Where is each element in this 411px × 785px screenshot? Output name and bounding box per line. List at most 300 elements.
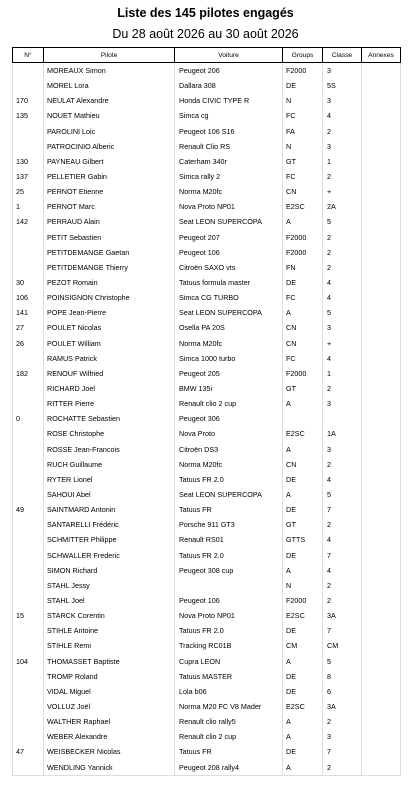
cell-pilot: VOLLUZ Joël	[44, 699, 175, 714]
cell-car: Citroën DS3	[175, 442, 283, 457]
cell-class: 1A	[323, 426, 362, 441]
cell-annexes	[362, 623, 401, 638]
cell-car: Peugeot 106 S16	[175, 124, 283, 139]
cell-class: 4	[323, 290, 362, 305]
cell-number	[13, 593, 44, 608]
cell-pilot: MOREL Lora	[44, 78, 175, 93]
cell-number	[13, 442, 44, 457]
cell-number	[13, 487, 44, 502]
cell-pilot: ROSSE Jean-Francois	[44, 442, 175, 457]
table-row	[13, 563, 401, 578]
cell-annexes	[362, 653, 401, 668]
cell-group: F2000	[283, 593, 323, 608]
cell-class: 2	[323, 230, 362, 245]
cell-class: 6	[323, 684, 362, 699]
cell-group: F2000	[283, 63, 323, 79]
cell-car: Seat LEON SUPERCOPA	[175, 214, 283, 229]
cell-pilot: POINSIGNON Christophe	[44, 290, 175, 305]
table-row	[13, 381, 401, 396]
cell-number: 135	[13, 108, 44, 123]
cell-group: FA	[283, 124, 323, 139]
cell-annexes	[362, 684, 401, 699]
cell-car: Renault clio 2 cup	[175, 729, 283, 744]
cell-class	[323, 411, 362, 426]
cell-car: Tatuus FR 2.0	[175, 548, 283, 563]
cell-number: 27	[13, 320, 44, 335]
cell-class: 4	[323, 532, 362, 547]
cell-pilot: SAHOUI Abel	[44, 487, 175, 502]
cell-pilot: NEULAT Alexandre	[44, 93, 175, 108]
cell-car: Peugeot 207	[175, 230, 283, 245]
cell-group: DE	[283, 78, 323, 93]
cell-group: E2SC	[283, 699, 323, 714]
cell-car: Nova Proto	[175, 426, 283, 441]
cell-group: DE	[283, 744, 323, 759]
table-row	[13, 517, 401, 532]
cell-class: 3	[323, 139, 362, 154]
date-range: Du 28 août 2026 au 30 août 2026	[112, 27, 299, 41]
cell-car: Peugeot 106	[175, 245, 283, 260]
cell-class: 3	[323, 63, 362, 79]
table-row	[13, 669, 401, 684]
cell-annexes	[362, 426, 401, 441]
cell-car: Norma M20fc	[175, 457, 283, 472]
cell-annexes	[362, 487, 401, 502]
cell-pilot: PERNOT Marc	[44, 199, 175, 214]
cell-group: A	[283, 214, 323, 229]
cell-class: +	[323, 336, 362, 351]
cell-class: 3A	[323, 608, 362, 623]
cell-group: A	[283, 563, 323, 578]
cell-group: FC	[283, 351, 323, 366]
cell-car: Norma M20fc	[175, 184, 283, 199]
cell-number	[13, 548, 44, 563]
cell-car: Simca rally 2	[175, 169, 283, 184]
cell-pilot: POULET Nicolas	[44, 320, 175, 335]
cell-car: Caterham 340r	[175, 154, 283, 169]
cell-annexes	[362, 199, 401, 214]
cell-car: Simca CG TURBO	[175, 290, 283, 305]
cell-group: A	[283, 653, 323, 668]
cell-pilot: SANTARELLI Frédéric	[44, 517, 175, 532]
cell-group: DE	[283, 472, 323, 487]
table-row	[13, 457, 401, 472]
cell-pilot: PETITDEMANGE Gaetan	[44, 245, 175, 260]
cell-car: Tatuus formula master	[175, 275, 283, 290]
cell-group	[283, 411, 323, 426]
table-header-row	[13, 48, 401, 63]
cell-class: 5	[323, 305, 362, 320]
cell-annexes	[362, 714, 401, 729]
table-row	[13, 336, 401, 351]
cell-pilot: WEBER Alexandre	[44, 729, 175, 744]
cell-pilot: RYTER Lionel	[44, 472, 175, 487]
cell-group: N	[283, 578, 323, 593]
table-row	[13, 744, 401, 759]
cell-pilot: STAHL Joel	[44, 593, 175, 608]
cell-car: Norma M20fc	[175, 336, 283, 351]
cell-pilot: RAMUS Patrick	[44, 351, 175, 366]
cell-number: 130	[13, 154, 44, 169]
cell-class: 2	[323, 759, 362, 775]
cell-number	[13, 714, 44, 729]
cell-number	[13, 381, 44, 396]
cell-pilot: ROCHATTE Sebastien	[44, 411, 175, 426]
cell-class: 1	[323, 154, 362, 169]
cell-pilot: MOREAUX Simon	[44, 63, 175, 79]
cell-group: DE	[283, 623, 323, 638]
column-header-pilot: Pilote	[44, 48, 175, 63]
cell-number: 47	[13, 744, 44, 759]
cell-number	[13, 699, 44, 714]
cell-number: 170	[13, 93, 44, 108]
cell-car: Simca cg	[175, 108, 283, 123]
cell-annexes	[362, 729, 401, 744]
cell-car: Citroën SAXO vts	[175, 260, 283, 275]
cell-car: Honda CIVIC TYPE R	[175, 93, 283, 108]
cell-car: Nova Proto NP01	[175, 608, 283, 623]
cell-annexes	[362, 169, 401, 184]
cell-number: 104	[13, 653, 44, 668]
cell-car: Peugeot 106	[175, 593, 283, 608]
cell-group: F2000	[283, 230, 323, 245]
cell-number: 25	[13, 184, 44, 199]
table-row	[13, 275, 401, 290]
cell-group: A	[283, 442, 323, 457]
cell-number: 26	[13, 336, 44, 351]
cell-class: 7	[323, 744, 362, 759]
cell-car: Tatuus FR	[175, 744, 283, 759]
pilots-table	[12, 47, 401, 776]
table-row	[13, 78, 401, 93]
cell-group: F2000	[283, 366, 323, 381]
table-row	[13, 230, 401, 245]
cell-class: 3	[323, 729, 362, 744]
cell-group: A	[283, 305, 323, 320]
cell-annexes	[362, 699, 401, 714]
cell-number: 141	[13, 305, 44, 320]
cell-annexes	[362, 351, 401, 366]
cell-class: 4	[323, 108, 362, 123]
cell-pilot: PELLETIER Gabin	[44, 169, 175, 184]
cell-number	[13, 260, 44, 275]
cell-group: E2SC	[283, 426, 323, 441]
table-row	[13, 139, 401, 154]
cell-annexes	[362, 759, 401, 775]
table-row	[13, 502, 401, 517]
cell-class: 7	[323, 548, 362, 563]
cell-group: DE	[283, 684, 323, 699]
cell-group: DE	[283, 275, 323, 290]
cell-number	[13, 729, 44, 744]
cell-group: E2SC	[283, 199, 323, 214]
cell-group: DE	[283, 548, 323, 563]
cell-annexes	[362, 563, 401, 578]
cell-annexes	[362, 744, 401, 759]
cell-group: GT	[283, 381, 323, 396]
cell-pilot: SIMON Richard	[44, 563, 175, 578]
page-title: Liste des 145 pilotes engagés	[117, 6, 294, 20]
cell-pilot: RICHARD Joel	[44, 381, 175, 396]
table-row	[13, 108, 401, 123]
cell-annexes	[362, 290, 401, 305]
cell-group: FC	[283, 108, 323, 123]
cell-group: GTTS	[283, 532, 323, 547]
cell-annexes	[362, 260, 401, 275]
cell-class: 5	[323, 653, 362, 668]
cell-annexes	[362, 396, 401, 411]
cell-car: Seat LEON SUPERCOPA	[175, 487, 283, 502]
cell-number	[13, 396, 44, 411]
table-row	[13, 396, 401, 411]
column-header-number: N°	[13, 48, 44, 63]
column-header-group: Groups	[283, 48, 323, 63]
table-row	[13, 411, 401, 426]
table-row	[13, 684, 401, 699]
cell-class: 5	[323, 487, 362, 502]
cell-group: DE	[283, 669, 323, 684]
table-row	[13, 699, 401, 714]
cell-group: CN	[283, 184, 323, 199]
cell-car: Seat LEON SUPERCOPA	[175, 305, 283, 320]
cell-class: 2	[323, 517, 362, 532]
cell-pilot: SCHMITTER Philippe	[44, 532, 175, 547]
cell-number	[13, 426, 44, 441]
cell-class: 3	[323, 396, 362, 411]
cell-class: 4	[323, 275, 362, 290]
column-header-class: Classe	[323, 48, 362, 63]
cell-group: CN	[283, 320, 323, 335]
cell-number: 49	[13, 502, 44, 517]
cell-pilot: PATROCINIO Alberic	[44, 139, 175, 154]
table-row	[13, 472, 401, 487]
cell-annexes	[362, 230, 401, 245]
cell-annexes	[362, 608, 401, 623]
cell-group: FC	[283, 290, 323, 305]
cell-class: 2A	[323, 199, 362, 214]
cell-group: N	[283, 139, 323, 154]
table-row	[13, 320, 401, 335]
cell-pilot: STARCK Corentin	[44, 608, 175, 623]
cell-group: CM	[283, 638, 323, 653]
cell-class: 2	[323, 260, 362, 275]
cell-pilot: VIDAL Miguel	[44, 684, 175, 699]
cell-number	[13, 532, 44, 547]
cell-car: Simca 1000 turbo	[175, 351, 283, 366]
cell-annexes	[362, 139, 401, 154]
cell-number	[13, 669, 44, 684]
table-row	[13, 290, 401, 305]
cell-number: 106	[13, 290, 44, 305]
cell-class: 5	[323, 214, 362, 229]
table-row	[13, 199, 401, 214]
table-row	[13, 305, 401, 320]
table-row	[13, 638, 401, 653]
cell-car: Dallara 308	[175, 78, 283, 93]
cell-pilot: PAYNEAU Gilbert	[44, 154, 175, 169]
cell-group: E2SC	[283, 608, 323, 623]
column-header-car: Voiture	[175, 48, 283, 63]
cell-car: Peugeot 308 cup	[175, 563, 283, 578]
cell-number	[13, 245, 44, 260]
cell-annexes	[362, 457, 401, 472]
cell-group: GT	[283, 517, 323, 532]
cell-group: F2000	[283, 245, 323, 260]
table-row	[13, 608, 401, 623]
cell-class: 2	[323, 457, 362, 472]
cell-class: 2	[323, 593, 362, 608]
table-row	[13, 548, 401, 563]
cell-car: Cupra LEON	[175, 653, 283, 668]
cell-group: GT	[283, 154, 323, 169]
cell-group: DE	[283, 502, 323, 517]
cell-pilot: PETIT Sebastien	[44, 230, 175, 245]
cell-class: 4	[323, 351, 362, 366]
cell-class: 2	[323, 124, 362, 139]
table-row	[13, 351, 401, 366]
table-row	[13, 442, 401, 457]
cell-number: 137	[13, 169, 44, 184]
cell-class: 2	[323, 169, 362, 184]
cell-annexes	[362, 245, 401, 260]
cell-pilot: SAINTMARD Antonin	[44, 502, 175, 517]
cell-pilot: POULET William	[44, 336, 175, 351]
cell-group: A	[283, 759, 323, 775]
cell-annexes	[362, 184, 401, 199]
table-row	[13, 532, 401, 547]
table-row	[13, 593, 401, 608]
cell-car: Nova Proto NP01	[175, 199, 283, 214]
cell-pilot: ROSE Christophe	[44, 426, 175, 441]
cell-pilot: WENDLING Yannick	[44, 759, 175, 775]
cell-car: Renault Clio RS	[175, 139, 283, 154]
cell-annexes	[362, 578, 401, 593]
cell-group: FN	[283, 260, 323, 275]
table-row	[13, 184, 401, 199]
cell-number	[13, 124, 44, 139]
cell-pilot: TROMP Roland	[44, 669, 175, 684]
cell-number: 182	[13, 366, 44, 381]
cell-pilot: STIHLE Antoine	[44, 623, 175, 638]
cell-annexes	[362, 78, 401, 93]
cell-car: Osella PA 20S	[175, 320, 283, 335]
cell-number	[13, 578, 44, 593]
cell-pilot: PEZOT Romain	[44, 275, 175, 290]
table-row	[13, 93, 401, 108]
cell-car: Renault RS01	[175, 532, 283, 547]
table-row	[13, 426, 401, 441]
cell-number: 142	[13, 214, 44, 229]
cell-car	[175, 578, 283, 593]
table-row	[13, 63, 401, 79]
cell-class: 3	[323, 320, 362, 335]
cell-number	[13, 457, 44, 472]
cell-annexes	[362, 593, 401, 608]
cell-class: 2	[323, 578, 362, 593]
cell-pilot: SCHWALLER Frederic	[44, 548, 175, 563]
cell-number	[13, 638, 44, 653]
cell-car: Tatuus FR 2.0	[175, 472, 283, 487]
cell-pilot: RENOUF Wilfried	[44, 366, 175, 381]
cell-car: Peugeot 208 rally4	[175, 759, 283, 775]
cell-pilot: RITTER Pierre	[44, 396, 175, 411]
cell-number: 15	[13, 608, 44, 623]
cell-pilot: WALTHER Raphael	[44, 714, 175, 729]
cell-class: 8	[323, 669, 362, 684]
table-row	[13, 154, 401, 169]
cell-number	[13, 517, 44, 532]
cell-class: 2	[323, 381, 362, 396]
cell-car: Norma M20 FC V8 Mader	[175, 699, 283, 714]
cell-annexes	[362, 532, 401, 547]
cell-number	[13, 139, 44, 154]
cell-annexes	[362, 517, 401, 532]
cell-class: 7	[323, 623, 362, 638]
cell-annexes	[362, 638, 401, 653]
cell-pilot: STAHL Jessy	[44, 578, 175, 593]
cell-annexes	[362, 93, 401, 108]
cell-pilot: PERRAUD Alain	[44, 214, 175, 229]
cell-pilot: RUCH Guillaume	[44, 457, 175, 472]
cell-car: BMW 135i	[175, 381, 283, 396]
cell-class: 1	[323, 366, 362, 381]
cell-pilot: THOMASSET Baptiste	[44, 653, 175, 668]
cell-annexes	[362, 305, 401, 320]
cell-car: Lola b06	[175, 684, 283, 699]
cell-car: Porsche 911 GT3	[175, 517, 283, 532]
cell-annexes	[362, 275, 401, 290]
table-row	[13, 653, 401, 668]
cell-car: Peugeot 205	[175, 366, 283, 381]
cell-group: CN	[283, 457, 323, 472]
cell-class: 4	[323, 563, 362, 578]
cell-car: Tatuus FR 2.0	[175, 623, 283, 638]
cell-annexes	[362, 336, 401, 351]
cell-number	[13, 684, 44, 699]
cell-number	[13, 351, 44, 366]
cell-group: A	[283, 396, 323, 411]
cell-car: Tracking RC01B	[175, 638, 283, 653]
cell-number: 0	[13, 411, 44, 426]
cell-pilot: PERNOT Etienne	[44, 184, 175, 199]
cell-class: 2	[323, 245, 362, 260]
cell-annexes	[362, 381, 401, 396]
cell-annexes	[362, 154, 401, 169]
cell-pilot: WEISBECKER Nicolas	[44, 744, 175, 759]
cell-annexes	[362, 366, 401, 381]
cell-annexes	[362, 320, 401, 335]
table-row	[13, 124, 401, 139]
cell-number: 1	[13, 199, 44, 214]
cell-annexes	[362, 442, 401, 457]
table-row	[13, 729, 401, 744]
cell-annexes	[362, 548, 401, 563]
cell-class: 4	[323, 472, 362, 487]
cell-class: 3	[323, 93, 362, 108]
cell-car: Peugeot 206	[175, 63, 283, 79]
cell-number	[13, 623, 44, 638]
cell-annexes	[362, 472, 401, 487]
cell-group: N	[283, 93, 323, 108]
cell-annexes	[362, 502, 401, 517]
cell-class: CM	[323, 638, 362, 653]
cell-pilot: STIHLE Remi	[44, 638, 175, 653]
cell-car: Tatuus MASTER	[175, 669, 283, 684]
cell-annexes	[362, 63, 401, 79]
cell-annexes	[362, 411, 401, 426]
cell-group: A	[283, 714, 323, 729]
cell-car: Renault clio 2 cup	[175, 396, 283, 411]
